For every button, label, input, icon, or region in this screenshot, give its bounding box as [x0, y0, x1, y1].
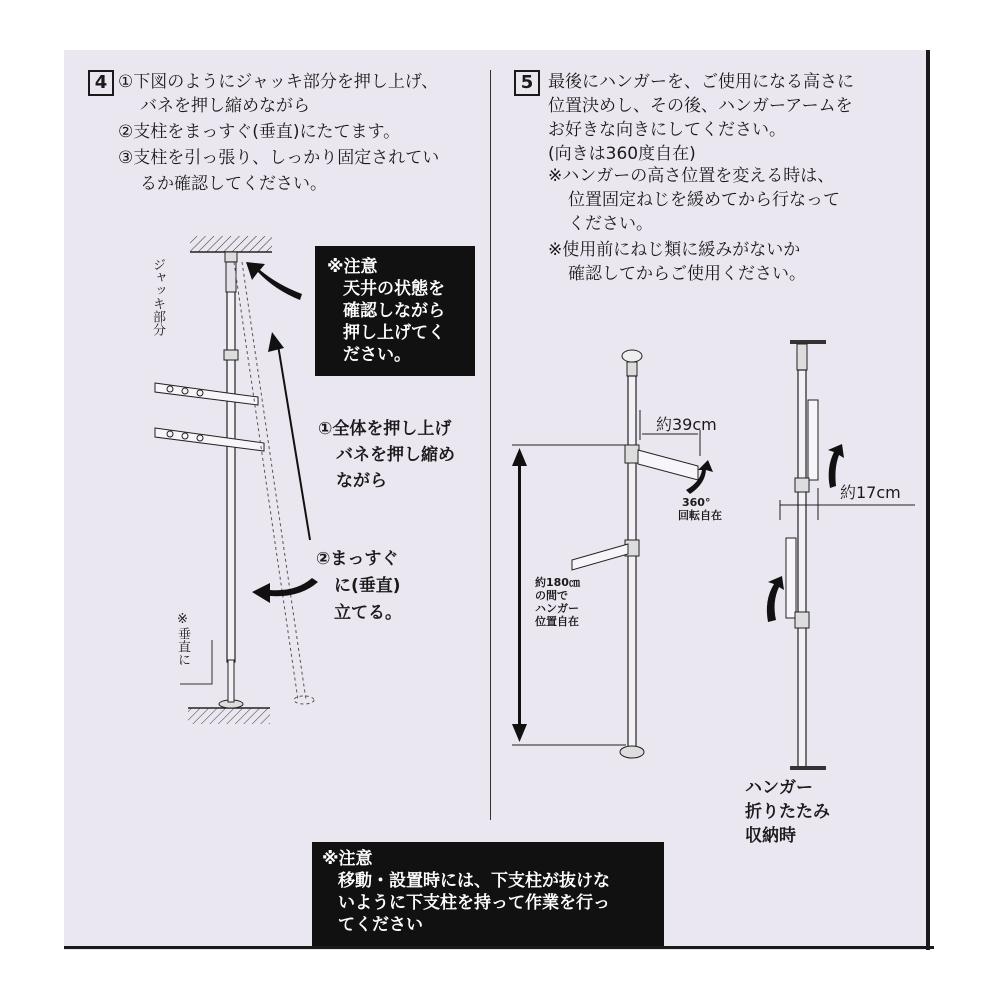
folded-pole — [786, 340, 826, 770]
step-4-line-4: ③支柱を引っ張り、しっかり固定されてい — [118, 148, 440, 168]
step-4-number: 4 — [88, 70, 114, 96]
pole-with-hangers — [572, 350, 698, 758]
step-5-line-9: 確認してからご使用ください。 — [568, 264, 806, 284]
action-1-line: バネを押し縮め — [336, 445, 455, 465]
caution-line: ださい。 — [343, 345, 411, 365]
bottom-caution-line: てください — [338, 915, 423, 935]
rotation-text: 回転自在 — [678, 509, 722, 522]
bottom-caution-box — [312, 842, 664, 946]
folded-caption-line: ハンガー — [745, 778, 813, 798]
step-5-line-3: お好きな向きにしてください。 — [548, 120, 786, 140]
action-2-line: ②まっすぐ — [316, 549, 399, 569]
folded-width-label: 約17cm — [840, 483, 901, 502]
step-4-line-2: バネを押し縮めながら — [140, 96, 310, 116]
bottom-caution-line: いように下支柱を持って作業を行っ — [338, 893, 610, 913]
step-4-line-3: ②支柱をまっすぐ(垂直)にたてます。 — [118, 122, 401, 142]
range-line: 位置自在 — [535, 615, 579, 628]
folded-caption-line: 折りたたみ — [745, 802, 830, 822]
action-2-line: 立てる。 — [334, 603, 402, 623]
range-line: 約180㎝ — [535, 576, 580, 589]
step-4-line-5: るか確認してください。 — [140, 174, 327, 194]
width-label: 約39cm — [656, 415, 717, 434]
step-5-line-8: ※使用前にねじ類に緩みがないか — [548, 240, 801, 260]
action-1-line: ①全体を押し上げ — [318, 419, 452, 439]
step-5-line-1: 最後にハンガーを、ご使用になる高さに — [548, 72, 854, 92]
caution-line: 確認しながら — [343, 301, 445, 321]
step-5-line-4: (向きは360度自在) — [548, 144, 696, 164]
step-5-line-6: 位置固定ねじを緩めてから行なって — [568, 190, 840, 210]
step-5-line-2: 位置決めし、その後、ハンガーアームを — [548, 96, 853, 116]
caution-line: 押し上げてく — [343, 323, 445, 343]
action-1-line: ながら — [336, 471, 387, 491]
step-5-line-7: ください。 — [568, 214, 653, 234]
step-4-line-1: ①下図のようにジャッキ部分を押し上げ、 — [118, 72, 439, 92]
jack-label: ジャッキ部分 — [150, 258, 165, 336]
caution-title: ※注意 — [327, 257, 378, 277]
folded-caption-line: 収納時 — [745, 826, 796, 846]
step-5-number: 5 — [514, 70, 540, 96]
vertical-label: ※垂直に — [175, 612, 190, 666]
action-2-line: に(垂直) — [334, 576, 401, 596]
bottom-caution-line: 移動・設置時には、下支柱が抜けな — [338, 871, 610, 891]
caution-line: 天井の状態を — [343, 279, 445, 299]
range-line: ハンガー — [535, 602, 579, 615]
height-range-arrow — [512, 448, 527, 742]
step-5-line-5: ※ハンガーの高さ位置を変える時は、 — [548, 166, 835, 186]
bottom-caution-title: ※注意 — [322, 849, 373, 869]
rotation-degrees: 360° — [682, 496, 711, 509]
range-line: の間で — [535, 589, 568, 602]
